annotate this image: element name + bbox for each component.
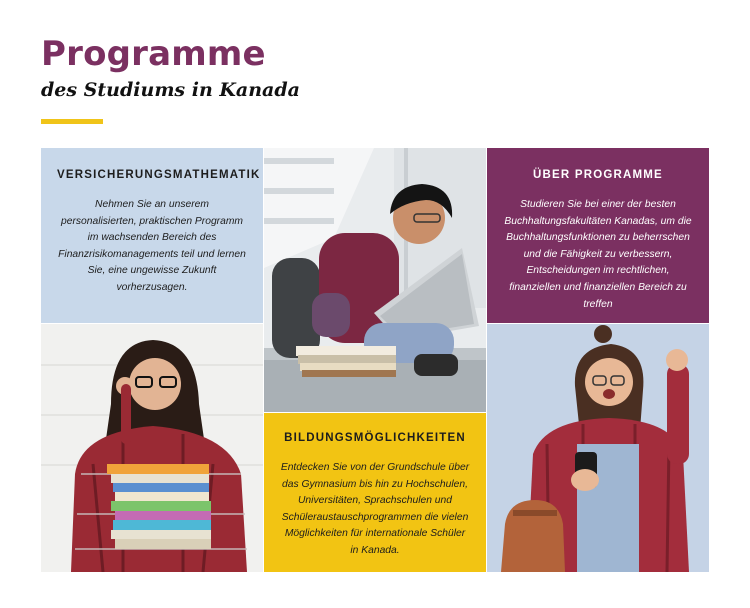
card-title: BILDUNGSMÖGLICHKEITEN bbox=[284, 432, 466, 444]
card-bildungsmoeglichkeiten[interactable] bbox=[264, 413, 486, 572]
card-text: Studieren Sie bei einer der besten Buchhaltungsfakultäten Kanadas, um die Buchhaltungsfunktionen zu beherrschen und die Fähigkeit zu verbessern, Entscheidungen im rechtlichen, finanziellen und finanziellen Bereich zu treffen bbox=[504, 199, 692, 310]
card-ueber-programme[interactable] bbox=[487, 148, 709, 323]
photo-student-laptop bbox=[264, 148, 486, 412]
card-text: Nehmen Sie an unserem personalisierten, praktischen Programm im wachsenden Bereich des Finanzrisikomanagements teil und lernen Sie, eine ungewisse Zukunft vorherzusagen. bbox=[58, 199, 246, 293]
photo-student-phone bbox=[487, 324, 709, 572]
title-accent-bar bbox=[41, 119, 103, 124]
programs-grid bbox=[41, 148, 709, 572]
card-title: ÜBER PROGRAMME bbox=[533, 169, 663, 181]
photo-student-books bbox=[41, 324, 263, 572]
card-title: VERSICHERUNGSMATHEMATIK bbox=[57, 169, 261, 181]
page-title: Programme bbox=[41, 34, 266, 74]
card-versicherungsmathematik[interactable] bbox=[41, 148, 263, 323]
page-subtitle: des Studiums in Kanada bbox=[41, 79, 300, 101]
card-text: Entdecken Sie von der Grundschule über das Gymnasium bis hin zu Hochschulen, Universitäten, Sprachschulen und Schüleraustauschprogrammen die vielen Möglichkeiten für internationale Schüler in Kanada. bbox=[280, 462, 470, 556]
